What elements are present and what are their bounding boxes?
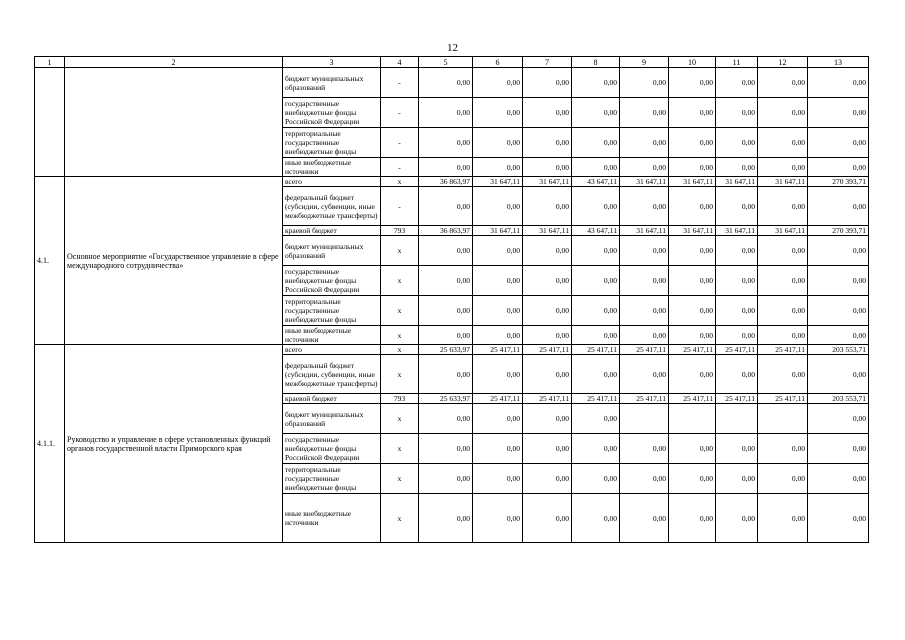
amount-cell: 0,00 (419, 434, 473, 464)
amount-cell: 0,00 (473, 296, 523, 326)
row-code: 4.1. (35, 177, 65, 345)
amount-cell: 31 647,11 (523, 177, 572, 187)
amount-cell: 0,00 (758, 128, 808, 158)
amount-cell: 0,00 (808, 355, 869, 394)
amount-cell: 0,00 (620, 128, 669, 158)
amount-cell: 31 647,11 (620, 177, 669, 187)
budget-code: x (381, 345, 419, 355)
amount-cell: 0,00 (419, 266, 473, 296)
amount-cell: 0,00 (473, 326, 523, 345)
amount-cell: 0,00 (523, 434, 572, 464)
amount-cell: 0,00 (523, 296, 572, 326)
amount-cell: 25 633,97 (419, 345, 473, 355)
amount-cell: 25 633,97 (419, 394, 473, 404)
amount-cell: 0,00 (572, 434, 620, 464)
amount-cell: 0,00 (716, 355, 758, 394)
amount-cell: 0,00 (758, 266, 808, 296)
budget-code: 793 (381, 394, 419, 404)
amount-cell: 0,00 (620, 434, 669, 464)
amount-cell: 0,00 (473, 236, 523, 266)
amount-cell: 0,00 (572, 68, 620, 98)
amount-cell: 0,00 (523, 236, 572, 266)
budget-code: x (381, 266, 419, 296)
amount-cell: 0,00 (808, 296, 869, 326)
amount-cell: 31 647,11 (669, 177, 716, 187)
table-row (35, 345, 869, 355)
amount-cell: 31 647,11 (620, 226, 669, 236)
amount-cell: 25 417,11 (473, 394, 523, 404)
budget-code: - (381, 128, 419, 158)
amount-cell (716, 404, 758, 434)
budget-code: x (381, 236, 419, 266)
amount-cell: 0,00 (473, 494, 523, 543)
amount-cell: 0,00 (620, 326, 669, 345)
amount-cell: 0,00 (758, 355, 808, 394)
funding-source: территориальные государственные внебюджетные фонды (283, 464, 381, 494)
amount-cell: 31 647,11 (669, 226, 716, 236)
amount-cell: 0,00 (669, 355, 716, 394)
amount-cell: 0,00 (808, 187, 869, 226)
funding-source: краевой бюджет (283, 226, 381, 236)
amount-cell: 0,00 (473, 187, 523, 226)
amount-cell: 25 417,11 (473, 345, 523, 355)
amount-cell: 43 647,11 (572, 177, 620, 187)
amount-cell: 0,00 (669, 326, 716, 345)
amount-cell: 0,00 (669, 68, 716, 98)
amount-cell: 31 647,11 (523, 226, 572, 236)
amount-cell: 0,00 (473, 128, 523, 158)
funding-source: государственные внебюджетные фонды Российской Федерации (283, 434, 381, 464)
amount-cell: 0,00 (669, 266, 716, 296)
amount-cell: 43 647,11 (572, 226, 620, 236)
budget-code: x (381, 355, 419, 394)
amount-cell: 0,00 (716, 236, 758, 266)
budget-code: x (381, 326, 419, 345)
amount-cell: 0,00 (473, 434, 523, 464)
amount-cell: 0,00 (523, 158, 572, 177)
budget-code: - (381, 68, 419, 98)
amount-cell: 0,00 (572, 355, 620, 394)
amount-cell: 0,00 (808, 404, 869, 434)
amount-cell: 25 417,11 (716, 345, 758, 355)
amount-cell: 0,00 (473, 158, 523, 177)
column-header: 6 (473, 57, 523, 68)
amount-cell: 0,00 (716, 464, 758, 494)
amount-cell: 0,00 (716, 158, 758, 177)
amount-cell: 0,00 (572, 326, 620, 345)
amount-cell: 0,00 (808, 236, 869, 266)
amount-cell: 0,00 (419, 128, 473, 158)
budget-code: 793 (381, 226, 419, 236)
amount-cell: 0,00 (669, 494, 716, 543)
amount-cell: 25 417,11 (716, 394, 758, 404)
amount-cell (758, 404, 808, 434)
amount-cell: 31 647,11 (716, 226, 758, 236)
amount-cell: 0,00 (620, 98, 669, 128)
budget-code: x (381, 494, 419, 543)
amount-cell: 0,00 (473, 98, 523, 128)
column-header: 2 (65, 57, 283, 68)
amount-cell: 0,00 (620, 266, 669, 296)
amount-cell: 0,00 (808, 464, 869, 494)
amount-cell: 25 417,11 (669, 345, 716, 355)
column-header: 13 (808, 57, 869, 68)
amount-cell: 0,00 (473, 266, 523, 296)
amount-cell: 0,00 (523, 187, 572, 226)
budget-code: x (381, 434, 419, 464)
amount-cell (669, 404, 716, 434)
amount-cell: 0,00 (419, 326, 473, 345)
table-row (35, 68, 869, 98)
amount-cell: 0,00 (808, 68, 869, 98)
amount-cell: 0,00 (419, 68, 473, 98)
amount-cell: 0,00 (572, 158, 620, 177)
amount-cell: 25 417,11 (758, 345, 808, 355)
amount-cell: 0,00 (758, 296, 808, 326)
amount-cell: 36 863,97 (419, 177, 473, 187)
column-header: 1 (35, 57, 65, 68)
amount-cell: 0,00 (473, 464, 523, 494)
page-number: 12 (447, 42, 458, 54)
amount-cell: 0,00 (523, 68, 572, 98)
amount-cell: 0,00 (620, 494, 669, 543)
amount-cell: 0,00 (669, 434, 716, 464)
amount-cell: 0,00 (758, 187, 808, 226)
funding-source: краевой бюджет (283, 394, 381, 404)
amount-cell: 0,00 (620, 296, 669, 326)
funding-source: иные внебюджетные источники (283, 158, 381, 177)
amount-cell: 0,00 (669, 158, 716, 177)
amount-cell: 0,00 (419, 236, 473, 266)
amount-cell: 31 647,11 (473, 226, 523, 236)
budget-code: - (381, 158, 419, 177)
budget-code: x (381, 464, 419, 494)
amount-cell: 203 553,71 (808, 345, 869, 355)
amount-cell: 0,00 (523, 128, 572, 158)
amount-cell: 0,00 (572, 464, 620, 494)
funding-source: всего (283, 345, 381, 355)
budget-table (34, 56, 869, 543)
amount-cell: 0,00 (523, 404, 572, 434)
amount-cell: 0,00 (669, 464, 716, 494)
budget-code: - (381, 98, 419, 128)
funding-source: всего (283, 177, 381, 187)
amount-cell: 0,00 (716, 266, 758, 296)
amount-cell: 0,00 (808, 326, 869, 345)
amount-cell: 0,00 (419, 296, 473, 326)
amount-cell: 25 417,11 (572, 345, 620, 355)
amount-cell: 0,00 (758, 494, 808, 543)
amount-cell: 0,00 (808, 158, 869, 177)
amount-cell: 0,00 (523, 98, 572, 128)
budget-code: - (381, 187, 419, 226)
funding-source: бюджет муниципальных образований (283, 404, 381, 434)
column-header: 10 (669, 57, 716, 68)
amount-cell (620, 404, 669, 434)
amount-cell: 0,00 (716, 296, 758, 326)
amount-cell: 25 417,11 (523, 345, 572, 355)
amount-cell: 31 647,11 (473, 177, 523, 187)
amount-cell: 25 417,11 (523, 394, 572, 404)
amount-cell: 270 393,71 (808, 226, 869, 236)
funding-source: бюджет муниципальных образований (283, 236, 381, 266)
amount-cell: 0,00 (716, 434, 758, 464)
amount-cell: 31 647,11 (758, 226, 808, 236)
row-code-empty (35, 68, 65, 177)
amount-cell: 0,00 (716, 68, 758, 98)
amount-cell: 0,00 (716, 187, 758, 226)
amount-cell: 0,00 (473, 355, 523, 394)
amount-cell: 0,00 (419, 355, 473, 394)
amount-cell: 25 417,11 (620, 345, 669, 355)
amount-cell: 0,00 (419, 158, 473, 177)
amount-cell: 31 647,11 (716, 177, 758, 187)
amount-cell: 0,00 (620, 187, 669, 226)
amount-cell: 0,00 (419, 98, 473, 128)
amount-cell: 0,00 (808, 128, 869, 158)
amount-cell: 0,00 (572, 98, 620, 128)
amount-cell: 0,00 (419, 464, 473, 494)
amount-cell: 0,00 (669, 128, 716, 158)
funding-source: территориальные государственные внебюджетные фонды (283, 128, 381, 158)
row-name-empty (65, 68, 283, 177)
amount-cell: 0,00 (758, 98, 808, 128)
amount-cell: 0,00 (669, 296, 716, 326)
column-header: 11 (716, 57, 758, 68)
amount-cell: 0,00 (808, 98, 869, 128)
amount-cell: 25 417,11 (758, 394, 808, 404)
amount-cell: 0,00 (669, 98, 716, 128)
column-header: 8 (572, 57, 620, 68)
amount-cell: 0,00 (758, 68, 808, 98)
funding-source: иные внебюджетные источники (283, 326, 381, 345)
amount-cell: 0,00 (620, 355, 669, 394)
amount-cell: 0,00 (523, 464, 572, 494)
amount-cell: 0,00 (716, 326, 758, 345)
column-header: 3 (283, 57, 381, 68)
funding-source: федеральный бюджет (субсидии, субвенции, иные межбюджетные трансферты) (283, 355, 381, 394)
amount-cell: 0,00 (572, 266, 620, 296)
amount-cell: 0,00 (523, 326, 572, 345)
amount-cell: 0,00 (620, 68, 669, 98)
amount-cell: 0,00 (572, 296, 620, 326)
funding-source: бюджет муниципальных образований (283, 68, 381, 98)
column-header: 5 (419, 57, 473, 68)
funding-source: федеральный бюджет (субсидии, субвенции, иные межбюджетные трансферты) (283, 187, 381, 226)
amount-cell: 0,00 (572, 494, 620, 543)
funding-source: государственные внебюджетные фонды Российской Федерации (283, 266, 381, 296)
column-header-row (35, 57, 869, 68)
funding-source: государственные внебюджетные фонды Российской Федерации (283, 98, 381, 128)
amount-cell: 0,00 (572, 404, 620, 434)
row-name: Руководство и управление в сфере установленных функций органов государственной власти Приморского края (65, 345, 283, 543)
column-header: 12 (758, 57, 808, 68)
amount-cell: 0,00 (419, 404, 473, 434)
amount-cell: 31 647,11 (758, 177, 808, 187)
budget-code: x (381, 296, 419, 326)
amount-cell: 0,00 (572, 128, 620, 158)
amount-cell: 0,00 (620, 236, 669, 266)
amount-cell: 25 417,11 (620, 394, 669, 404)
amount-cell: 0,00 (808, 434, 869, 464)
amount-cell: 0,00 (808, 494, 869, 543)
amount-cell: 0,00 (758, 326, 808, 345)
amount-cell: 25 417,11 (669, 394, 716, 404)
amount-cell: 0,00 (758, 236, 808, 266)
amount-cell: 0,00 (716, 494, 758, 543)
column-header: 9 (620, 57, 669, 68)
budget-code: x (381, 404, 419, 434)
amount-cell: 270 393,71 (808, 177, 869, 187)
amount-cell: 0,00 (523, 494, 572, 543)
amount-cell: 0,00 (758, 434, 808, 464)
amount-cell: 0,00 (473, 404, 523, 434)
amount-cell: 0,00 (758, 464, 808, 494)
amount-cell: 203 553,71 (808, 394, 869, 404)
funding-source: иные внебюджетные источники (283, 494, 381, 543)
amount-cell: 0,00 (716, 128, 758, 158)
amount-cell: 0,00 (669, 187, 716, 226)
amount-cell: 0,00 (419, 187, 473, 226)
amount-cell: 25 417,11 (572, 394, 620, 404)
amount-cell: 0,00 (669, 236, 716, 266)
budget-code: x (381, 177, 419, 187)
amount-cell: 0,00 (808, 266, 869, 296)
amount-cell: 0,00 (716, 98, 758, 128)
amount-cell: 0,00 (523, 266, 572, 296)
amount-cell: 0,00 (419, 494, 473, 543)
table-row (35, 177, 869, 187)
amount-cell: 0,00 (523, 355, 572, 394)
funding-source: территориальные государственные внебюджетные фонды (283, 296, 381, 326)
amount-cell: 36 863,97 (419, 226, 473, 236)
amount-cell: 0,00 (758, 158, 808, 177)
row-code: 4.1.1. (35, 345, 65, 543)
column-header: 7 (523, 57, 572, 68)
amount-cell: 0,00 (620, 158, 669, 177)
column-header: 4 (381, 57, 419, 68)
amount-cell: 0,00 (473, 68, 523, 98)
amount-cell: 0,00 (572, 236, 620, 266)
amount-cell: 0,00 (572, 187, 620, 226)
amount-cell: 0,00 (620, 464, 669, 494)
row-name: Основное мероприятие «Государственное управление в сфере международного сотрудничества» (65, 177, 283, 345)
